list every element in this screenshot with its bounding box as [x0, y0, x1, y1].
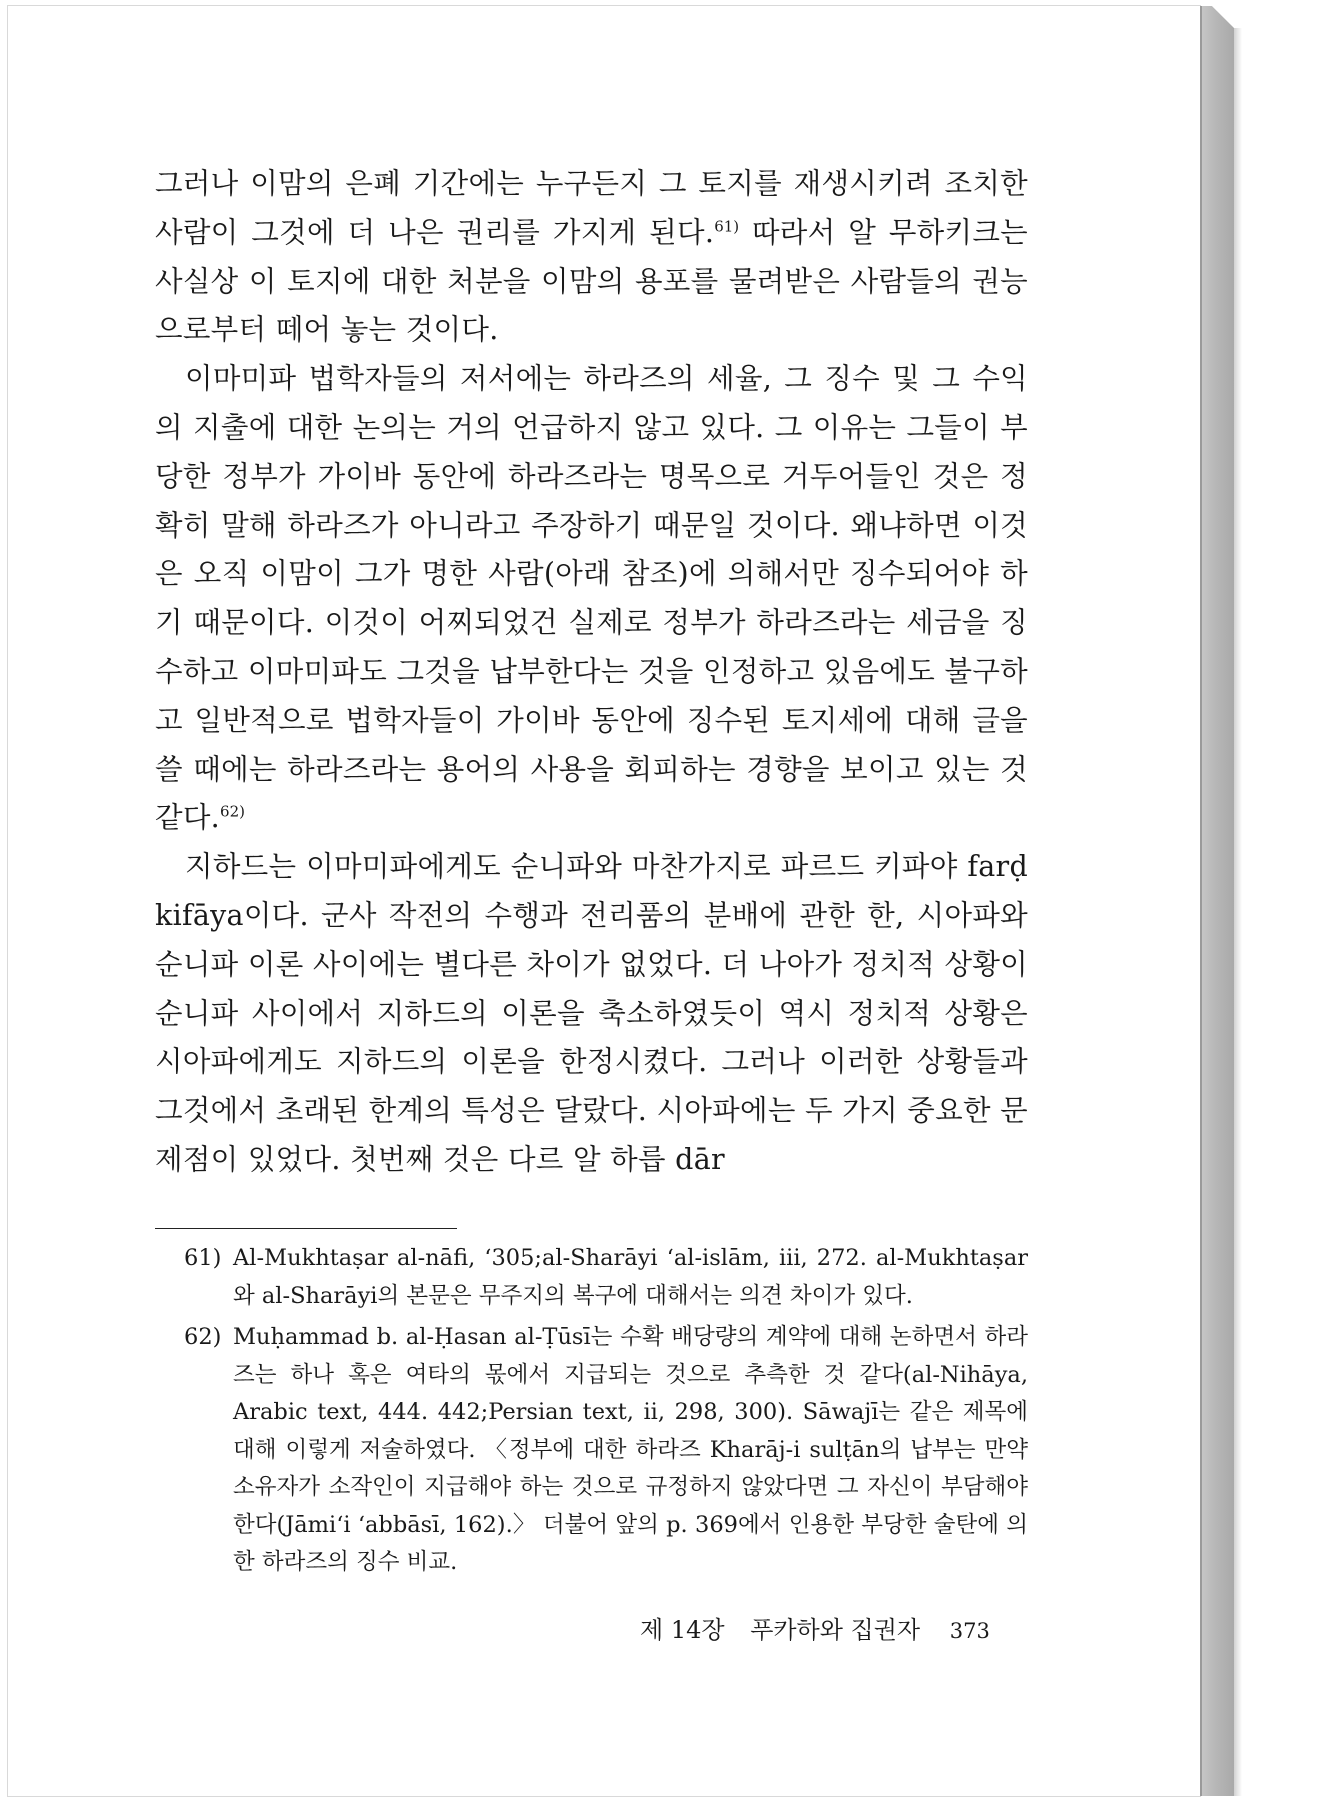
footnote-text: Muḥammad b. al-Ḥasan al-Ṭūsī는 수확 배당량의 계약에 대해 논하면서 하라즈는 하나 혹은 여타의 몫에서 지급되는 것으로 추측한 것 같다(al-Nihāya, Arabic text, 444. 442;Persian text, ii, 298, 300). Sāwajī는 같은 제목에 대해 이렇게 저술하였다. 〈정부에 대한 하라즈 Kharāj-i sulṭān의 납부는 만약 소유자가 소작인이 지급해야 하는 것으로 규정하지 않았다면 그 자신이 부담해야 한다(Jāmi‘i ‘abbāsī, 162).〉 더불어 앞의 p. 369에서 인용한 부당한 술탄에 의한 하라즈의 징수 비교. — [233, 1324, 1028, 1575]
footnote-ref-61[interactable]: 61) — [714, 217, 740, 236]
page-number: 373 — [949, 1619, 990, 1643]
footer-title: 푸카하와 집권자 — [750, 1616, 921, 1644]
footnote-divider — [155, 1228, 457, 1229]
footnote-number: 62) — [184, 1324, 222, 1350]
page-edge-line — [1200, 6, 1202, 1796]
page-shadow — [1234, 28, 1242, 1796]
paragraph-3 — [155, 843, 1028, 1185]
footer-chapter: 제 14장 — [640, 1616, 725, 1644]
footnote-62 — [155, 1319, 1028, 1582]
page-stack-edge — [1200, 6, 1234, 1796]
paragraph-text: 지하드는 이마미파에게도 순니파와 마찬가지로 파르드 키파야 farḍ kifāya이다. 군사 작전의 수행과 전리품의 분배에 관한 한, 시아파와 순니파 이론 사이에는 별다른 차이가 없었다. 더 나아가 정치적 상황이 순니파 사이에서 지하드의 이론을 축소하였듯이 역시 정치적 상황은 시아파에게도 지하드의 이론을 한정시켰다. 그러나 이러한 상황들과 그것에서 초래된 한계의 특성은 달랐다. 시아파에는 두 가지 중요한 문제점이 있었다. 첫번째 것은 다르 알 하릅 dār — [155, 850, 1028, 1176]
paragraph-text: 그러나 이맘의 은폐 기간에는 누구든지 그 토지를 재생시키려 조치한 사람이 그것에 더 나은 권리를 가지게 된다. — [155, 167, 1028, 249]
footnote-number: 61) — [184, 1245, 222, 1271]
footnote-61 — [155, 1240, 1028, 1315]
footnote-text: Al-Mukhtaṣar al-nāfi, ‘305;al-Sharāyi ‘al-islām, iii, 272. al-Mukhtaṣar와 al-Sharāyi의 본문은 무주지의 복구에 대해서는 의견 차이가 있다. — [233, 1245, 1028, 1309]
footnotes — [155, 1240, 1028, 1586]
paragraph-2 — [155, 355, 1028, 843]
paragraph-1 — [155, 160, 1028, 355]
footnote-ref-62[interactable]: 62) — [220, 802, 245, 821]
running-footer — [640, 1615, 1020, 1646]
paragraph-text: 이마미파 법학자들의 저서에는 하라즈의 세율, 그 징수 및 그 수익의 지출에 대한 논의는 거의 언급하지 않고 있다. 그 이유는 그들이 부당한 정부가 가이바 동안에 하라즈라는 명목으로 거두어들인 것은 정확히 말해 하라즈가 아니라고 주장하기 때문일 것이다. 왜냐하면 이것은 오직 이맘이 그가 명한 사람(아래 참조)에 의해서만 징수되어야 하기 때문이다. 이것이 어찌되었건 실제로 정부가 하라즈라는 세금을 징수하고 이마미파도 그것을 납부한다는 것을 인정하고 있음에도 불구하고 일반적으로 법학자들이 가이바 동안에 징수된 토지세에 대해 글을 쓸 때에는 하라즈라는 용어의 사용을 회피하는 경향을 보이고 있는 것 같다. — [155, 362, 1028, 835]
body-text — [155, 160, 1028, 1185]
paragraph-text-tail: 따라서 알 무하키크는 사실상 이 토지에 대한 처분을 이맘의 용포를 물려받은 사람들의 권능으로부터 떼어 놓는 것이다. — [155, 215, 1028, 347]
